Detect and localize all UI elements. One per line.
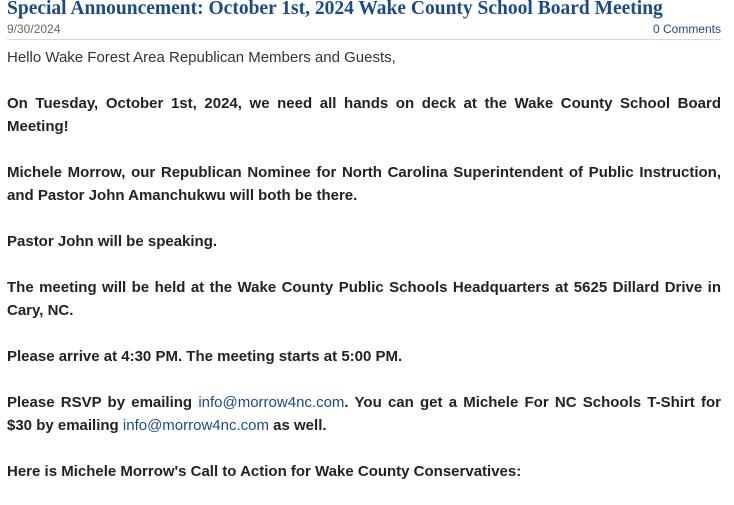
rsvp-text-middle: . You can get a Michele For NC Schools T-Shirt for $30 by emailing xyxy=(7,394,721,434)
comments-link[interactable]: 0 Comments xyxy=(652,22,721,36)
post-meta xyxy=(7,20,721,40)
tshirt-email-link[interactable]: info@morrow4nc.com xyxy=(122,417,269,434)
speaker-paragraph: Pastor John will be speaking. xyxy=(7,233,218,250)
location-paragraph: The meeting will be held at the Wake County Public Schools Headquarters at 5625 Dillard Drive in Cary, NC. xyxy=(7,279,721,319)
call-to-action-paragraph: Here is Michele Morrow's Call to Action for Wake County Conservatives: xyxy=(7,463,522,480)
rsvp-text-start: Please RSVP by emailing xyxy=(7,394,199,411)
post-date: 9/30/2024 xyxy=(7,22,61,36)
greeting-paragraph: Hello Wake Forest Area Republican Members and Guests, xyxy=(7,49,396,66)
time-paragraph: Please arrive at 4:30 PM. The meeting starts at 5:00 PM. xyxy=(7,348,403,365)
rsvp-text-end: as well. xyxy=(269,417,327,434)
rsvp-paragraph xyxy=(7,391,721,437)
post-title[interactable]: Special Announcement: October 1st, 2024 Wake County School Board Meeting xyxy=(7,0,663,19)
post-body xyxy=(7,46,728,483)
attendees-paragraph: Michele Morrow, our Republican Nominee for North Carolina Superintendent of Public Instruction, and Pastor John Amanchukwu will both be there. xyxy=(7,164,721,204)
rsvp-email-link[interactable]: info@morrow4nc.com xyxy=(198,394,345,411)
all-hands-paragraph: On Tuesday, October 1st, 2024, we need all hands on deck at the Wake County School Board Meeting! xyxy=(7,95,721,135)
